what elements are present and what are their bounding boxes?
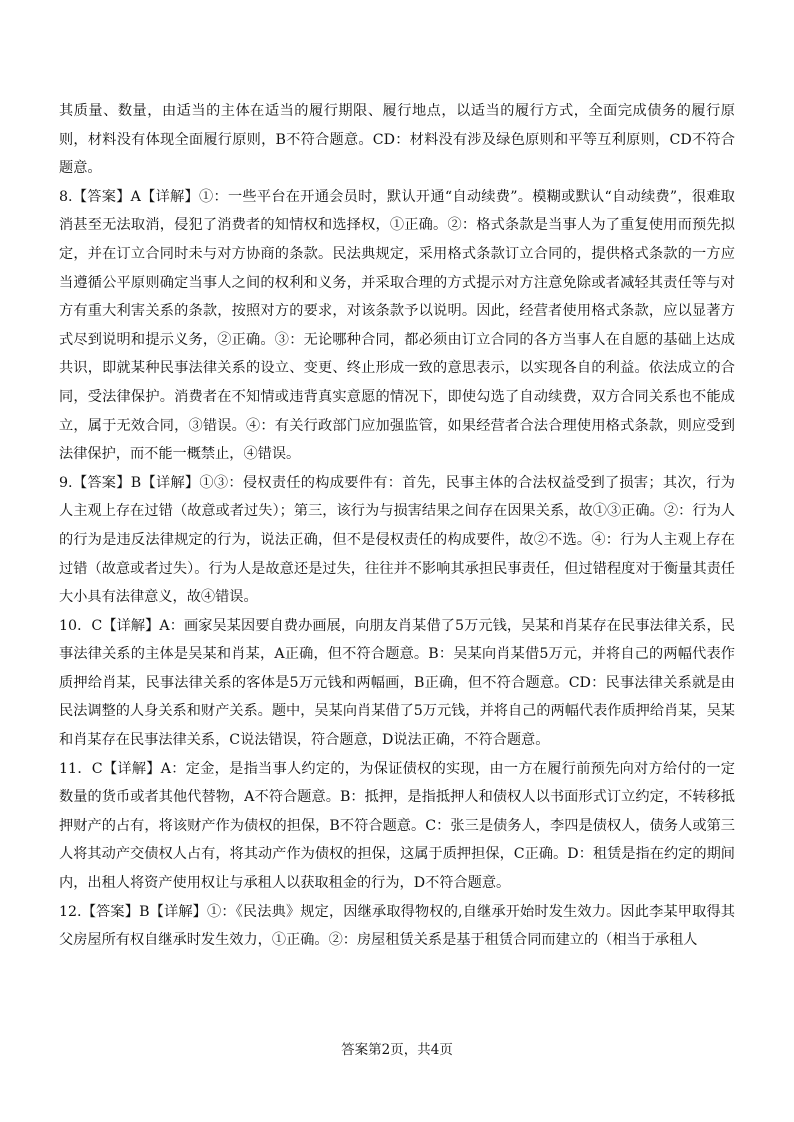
answer-9-explanation: 9.【答案】B【详解】①③：侵权责任的构成要件有：首先，民事主体的合法权益受到了损害；其次，行为人主观上存在过错（故意或者过失）；第三，该行为与损害结果之间存在因果关系，故①③正确。②：行为人的行为是违反法律规定的行为，说法正确，但不是侵权责任的构成要件，故②不选。④：行为人主观上存在过错（故意或者过失）。行为人是故意还是过失，往往并不影响其承担民事责任，但过错程度对于衡量其责任大小具有法律意义，故④错误。	[59, 474, 735, 606]
paragraph-continuation: 其质量、数量，由适当的主体在适当的履行期限、履行地点，以适当的履行方式，全面完成债务的履行原则，材料没有体现全面履行原则，B不符合题意。CD：材料没有涉及绿色原则和平等互利原则，CD不符合题意。	[59, 103, 735, 177]
page-footer: 答案第2页，共4页	[341, 1042, 453, 1058]
answer-11-explanation: 11．C【详解】A：定金，是指当事人约定的，为保证债权的实现，由一方在履行前预先向对方给付的一定数量的货币或者其他代替物，A不符合题意。B：抵押，是指抵押人和债权人以书面形式订立约定，不转移抵押财产的占有，将该财产作为债权的担保，B不符合题意。C：张三是债务人，李四是债权人，债务人或第三人将其动产交债权人占有，将其动产作为债权的担保，这属于质押担保，C正确。D：租赁是指在约定的期间内，出租人将资产使用权让与承租人以获取租金的行为，D不符合题意。	[59, 760, 735, 892]
answer-key-body	[59, 97, 735, 955]
answer-10-explanation: 10．C【详解】A：画家吴某因要自费办画展，向朋友肖某借了5万元钱，吴某和肖某存在民事法律关系，民事法律关系的主体是吴某和肖某，A正确，但不符合题意。B：吴某向肖某借5万元，并将自己的两幅代表作质押给肖某，民事法律关系的客体是5万元钱和两幅画，B正确，但不符合题意。CD：民事法律关系就是由民法调整的人身关系和财产关系。题中，吴某向肖某借了5万元钱，并将自己的两幅代表作质押给肖某，吴某和肖某存在民事法律关系，C说法错误，符合题意，D说法正确，不符合题意。	[59, 617, 735, 749]
answer-12-explanation: 12.【答案】B【详解】①：《民法典》规定，因继承取得物权的,自继承开始时发生效力。因此李某甲取得其父房屋所有权自继承时发生效力，①正确。②：房屋租赁关系是基于租赁合同而建立的（相当于承租人	[59, 903, 735, 949]
answer-8-explanation: 8.【答案】A【详解】①：一些平台在开通会员时，默认开通“自动续费”。模糊或默认“自动续费”，很难取消甚至无法取消，侵犯了消费者的知情权和选择权，①正确。②：格式条款是当事人为了重复使用而预先拟定，并在订立合同时未与对方协商的条款。民法典规定，采用格式条款订立合同的，提供格式条款的一方应当遵循公平原则确定当事人之间的权利和义务，并采取合理的方式提示对方注意免除或者减轻其责任等与对方有重大利害关系的条款，按照对方的要求，对该条款予以说明。因此，经营者使用格式条款，应以显著方式尽到说明和提示义务，②正确。③：无论哪种合同，都必须由订立合同的各方当事人在自愿的基础上达成共识，即就某种民事法律关系的设立、变更、终止形成一致的意思表示，以实现各自的利益。依法成立的合同，受法律保护。消费者在不知情或违背真实意愿的情况下，即使勾选了自动续费，双方合同关系也不能成立，属于无效合同，③错误。④：有关行政部门应加强监管，如果经营者合法合理使用格式条款，则应受到法律保护，而不能一概禁止，④错误。	[59, 188, 735, 463]
